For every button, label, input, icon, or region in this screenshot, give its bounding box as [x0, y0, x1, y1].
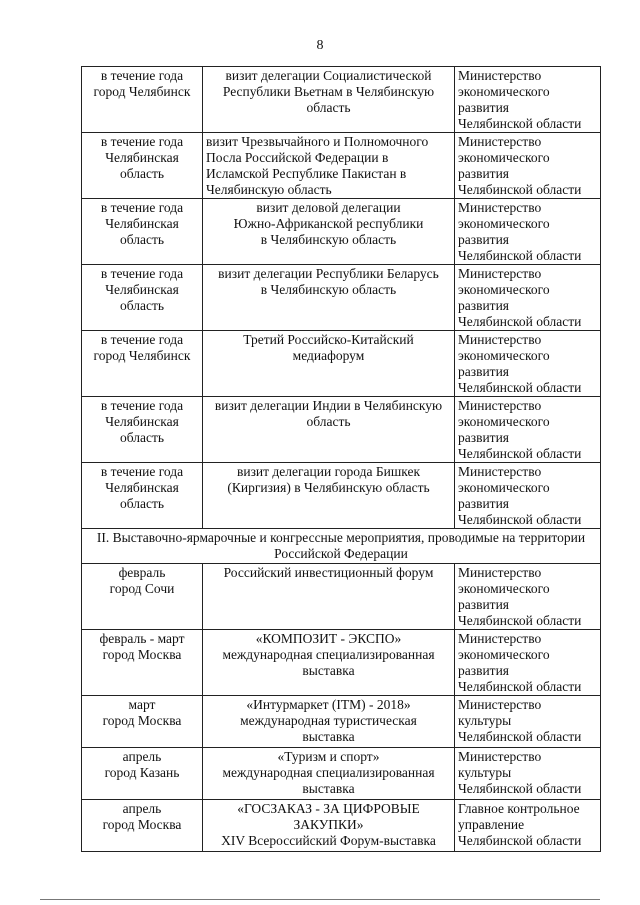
section-header-row: [82, 529, 601, 564]
date-place-cell: [82, 331, 203, 397]
responsible-body-line: развития: [458, 298, 510, 313]
responsible-body-cell: [455, 265, 601, 331]
event-line: Челябинскую область: [206, 182, 332, 197]
date-place-line: Челябинская: [105, 414, 179, 429]
responsible-body-cell: [455, 67, 601, 133]
event-cell: [203, 748, 455, 800]
responsible-body-line: Министерство: [458, 68, 542, 83]
event-line: Третий Российско-Китайский: [243, 332, 414, 347]
date-place-line: город Москва: [102, 817, 182, 832]
responsible-body-line: развития: [458, 364, 510, 379]
responsible-body-line: Челябинской области: [458, 314, 582, 329]
responsible-body-line: развития: [458, 663, 510, 678]
event-cell: [203, 397, 455, 463]
responsible-body-line: Челябинской области: [458, 446, 582, 461]
event-line: медиафорум: [292, 348, 365, 363]
date-place-cell: [82, 397, 203, 463]
events-table-section-1: [82, 67, 601, 529]
date-place-cell: [82, 463, 203, 529]
responsible-body-line: Министерство: [458, 266, 542, 281]
responsible-body-line: экономического: [458, 150, 550, 165]
responsible-body-line: Министерство: [458, 749, 542, 764]
event-line: (Киргизия) в Челябинскую область: [227, 480, 430, 495]
event-cell: [203, 564, 455, 630]
responsible-body-line: Министерство: [458, 697, 542, 712]
event-line: Республики Вьетнам в Челябинскую: [222, 84, 435, 99]
date-place-line: город Москва: [102, 713, 182, 728]
responsible-body-line: Челябинской области: [458, 116, 582, 131]
event-line: Российский инвестиционный форум: [223, 565, 434, 580]
responsible-body-line: экономического: [458, 348, 550, 363]
event-line: область: [306, 100, 351, 115]
event-line: «Интурмаркет (ITM) - 2018»: [246, 697, 411, 712]
event-line: область: [306, 414, 351, 429]
event-cell: [203, 800, 455, 852]
date-place-line: в течение года: [100, 68, 184, 83]
event-line: выставка: [302, 729, 355, 744]
responsible-body-line: Челябинской области: [458, 512, 582, 527]
date-place-cell: [82, 748, 203, 800]
date-place-line: город Сочи: [109, 581, 175, 596]
table-row: [82, 800, 601, 852]
responsible-body-line: Министерство: [458, 398, 542, 413]
event-line: Посла Российской Федерации в: [206, 150, 389, 165]
date-place-line: в течение года: [100, 266, 184, 281]
date-place-line: Челябинская: [105, 480, 179, 495]
responsible-body-line: Министерство: [458, 565, 542, 580]
responsible-body-line: Министерство: [458, 464, 542, 479]
table-row: [82, 133, 601, 199]
event-line: XIV Всероссийский Форум-выставка: [221, 833, 436, 848]
date-place-line: в течение года: [100, 200, 184, 215]
responsible-body-cell: [455, 564, 601, 630]
date-place-cell: [82, 133, 203, 199]
date-place-line: февраль - март: [99, 631, 185, 646]
event-line: визит деловой делегации: [256, 200, 401, 215]
event-line: международная специализированная: [222, 765, 435, 780]
responsible-body-cell: [455, 133, 601, 199]
table-row: [82, 67, 601, 133]
event-cell: [203, 265, 455, 331]
date-place-line: Челябинская: [105, 216, 179, 231]
responsible-body-line: Челябинской области: [458, 729, 582, 744]
responsible-body-cell: [455, 331, 601, 397]
responsible-body-line: развития: [458, 496, 510, 511]
responsible-body-line: Челябинской области: [458, 679, 582, 694]
date-place-cell: [82, 265, 203, 331]
event-line: ЗАКУПКИ»: [293, 817, 364, 832]
event-line: международная туристическая: [240, 713, 417, 728]
section-header-line-1: II. Выставочно-ярмарочные и конгрессные мероприятия, проводимые на территории: [96, 530, 586, 545]
events-table: [81, 66, 601, 852]
event-line: визит Чрезвычайного и Полномочного: [206, 134, 429, 149]
responsible-body-cell: [455, 397, 601, 463]
event-line: визит делегации Индии в Челябинскую: [214, 398, 443, 413]
responsible-body-line: развития: [458, 597, 510, 612]
responsible-body-line: Министерство: [458, 200, 542, 215]
page-bottom-rule: [40, 899, 600, 900]
event-line: «Туризм и спорт»: [277, 749, 380, 764]
event-cell: [203, 331, 455, 397]
date-place-cell: [82, 199, 203, 265]
responsible-body-line: Челябинской области: [458, 833, 582, 848]
date-place-line: Челябинская: [105, 150, 179, 165]
responsible-body-line: экономического: [458, 581, 550, 596]
table-row: [82, 564, 601, 630]
date-place-cell: [82, 564, 203, 630]
table-row: [82, 397, 601, 463]
event-line: в Челябинскую область: [260, 232, 397, 247]
date-place-cell: [82, 696, 203, 748]
date-place-line: март: [128, 697, 156, 712]
responsible-body-line: Министерство: [458, 631, 542, 646]
responsible-body-line: экономического: [458, 282, 550, 297]
event-cell: [203, 463, 455, 529]
event-cell: [203, 630, 455, 696]
date-place-line: область: [119, 430, 165, 445]
responsible-body-line: экономического: [458, 647, 550, 662]
events-table-section-2: [82, 564, 601, 852]
date-place-line: апрель: [122, 801, 162, 816]
responsible-body-line: экономического: [458, 216, 550, 231]
responsible-body-line: Министерство: [458, 332, 542, 347]
section-header-cell: [82, 529, 601, 564]
date-place-line: Челябинская: [105, 282, 179, 297]
responsible-body-line: экономического: [458, 414, 550, 429]
event-cell: [203, 67, 455, 133]
events-table-section-2-header: [82, 529, 601, 564]
event-cell: [203, 133, 455, 199]
date-place-line: область: [119, 232, 165, 247]
event-line: международная специализированная: [222, 647, 435, 662]
date-place-line: в течение года: [100, 398, 184, 413]
responsible-body-line: Челябинской области: [458, 248, 582, 263]
responsible-body-line: Министерство: [458, 134, 542, 149]
responsible-body-cell: [455, 630, 601, 696]
event-line: «ГОСЗАКАЗ - ЗА ЦИФРОВЫЕ: [237, 801, 420, 816]
responsible-body-line: Челябинской области: [458, 781, 582, 796]
table-row: [82, 331, 601, 397]
responsible-body-line: Главное контрольное: [458, 801, 580, 816]
responsible-body-line: экономического: [458, 84, 550, 99]
date-place-line: город Казань: [104, 765, 180, 780]
event-cell: [203, 199, 455, 265]
responsible-body-cell: [455, 696, 601, 748]
table-row: [82, 696, 601, 748]
date-place-line: город Москва: [102, 647, 182, 662]
responsible-body-line: развития: [458, 430, 510, 445]
event-cell: [203, 696, 455, 748]
responsible-body-line: развития: [458, 232, 510, 247]
table-row: [82, 630, 601, 696]
responsible-body-line: Челябинской области: [458, 182, 582, 197]
event-line: визит делегации Социалистической: [225, 68, 432, 83]
date-place-line: в течение года: [100, 464, 184, 479]
page-number: 8: [316, 38, 324, 53]
date-place-line: город Челябинск: [93, 348, 191, 363]
responsible-body-line: развития: [458, 100, 510, 115]
responsible-body-line: Челябинской области: [458, 613, 582, 628]
responsible-body-line: Челябинской области: [458, 380, 582, 395]
table-row: [82, 748, 601, 800]
table-row: [82, 463, 601, 529]
table-row: [82, 265, 601, 331]
event-line: Южно-Африканской республики: [233, 216, 424, 231]
responsible-body-line: управление: [458, 817, 525, 832]
date-place-line: область: [119, 496, 165, 511]
date-place-line: апрель: [122, 749, 162, 764]
responsible-body-cell: [455, 463, 601, 529]
event-line: визит делегации города Бишкек: [236, 464, 421, 479]
event-line: выставка: [302, 781, 355, 796]
table-row: [82, 199, 601, 265]
date-place-line: в течение года: [100, 134, 184, 149]
event-line: Исламской Республике Пакистан в: [206, 166, 407, 181]
event-line: визит делегации Республики Беларусь: [218, 266, 439, 281]
responsible-body-line: культуры: [458, 765, 512, 780]
event-line: в Челябинскую область: [260, 282, 397, 297]
date-place-cell: [82, 630, 203, 696]
date-place-line: город Челябинск: [93, 84, 191, 99]
section-header-line-2: Российской Федерации: [274, 546, 408, 561]
event-line: «КОМПОЗИТ - ЭКСПО»: [255, 631, 402, 646]
responsible-body-line: культуры: [458, 713, 512, 728]
responsible-body-line: развития: [458, 166, 510, 181]
date-place-line: область: [119, 166, 165, 181]
date-place-line: в течение года: [100, 332, 184, 347]
event-line: выставка: [302, 663, 355, 678]
date-place-cell: [82, 67, 203, 133]
responsible-body-cell: [455, 800, 601, 852]
responsible-body-line: экономического: [458, 480, 550, 495]
date-place-cell: [82, 800, 203, 852]
responsible-body-cell: [455, 748, 601, 800]
date-place-line: область: [119, 298, 165, 313]
date-place-line: февраль: [118, 565, 166, 580]
responsible-body-cell: [455, 199, 601, 265]
